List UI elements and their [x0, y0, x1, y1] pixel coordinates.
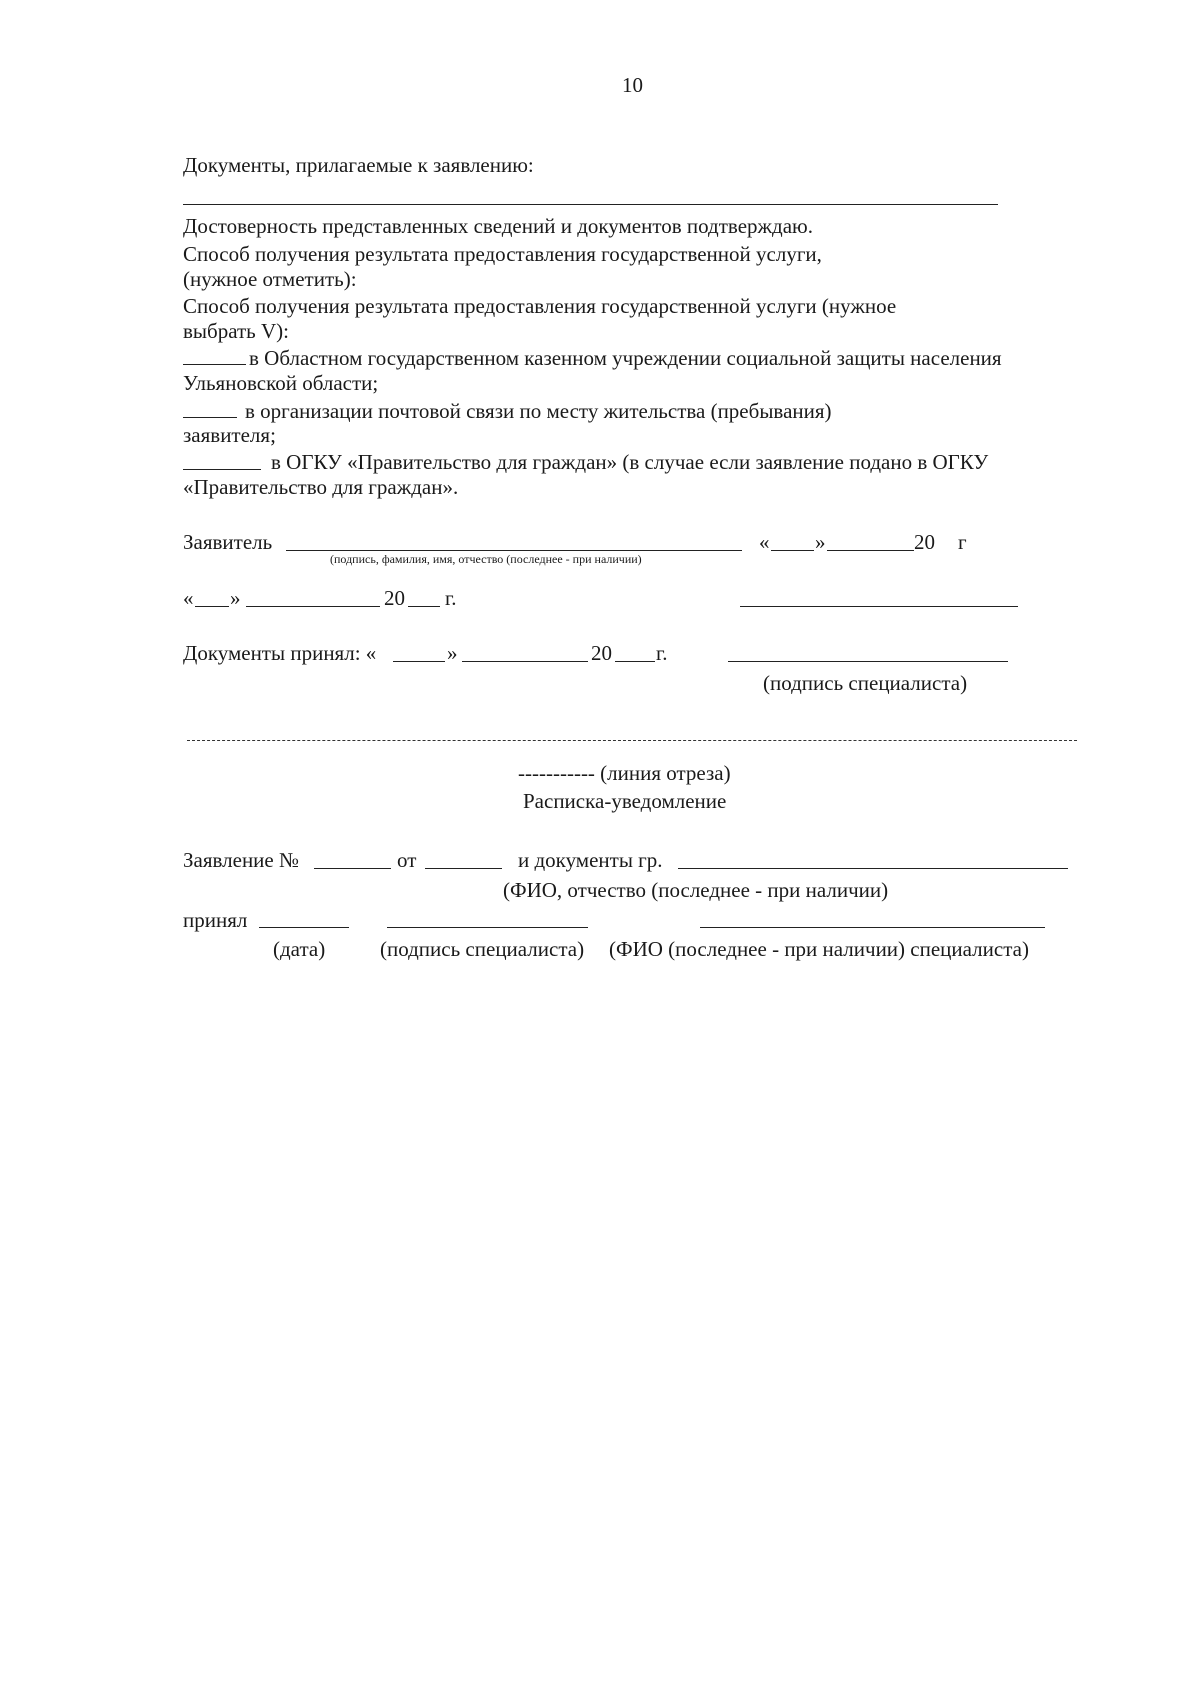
- date-caption: (дата): [273, 937, 326, 961]
- date2-close-quote: »: [230, 586, 241, 610]
- applicant-day-field[interactable]: [771, 550, 814, 551]
- method-line-1: Способ получения результата предоставления государственной услуги,: [183, 242, 822, 266]
- statement-no-field[interactable]: [314, 868, 391, 869]
- from-date-field[interactable]: [425, 868, 502, 869]
- statement-no-label: Заявление №: [183, 848, 300, 872]
- docs-citizen-label: и документы гр.: [518, 848, 663, 872]
- option1-line-1: в Областном государственном казенном учреждении социальной защиты населения: [249, 346, 1002, 370]
- from-label: от: [397, 848, 417, 872]
- signature-caption: (подпись специалиста): [380, 937, 585, 961]
- accepted-specialist-fio-field[interactable]: [700, 927, 1045, 928]
- specialist-fio-caption: (ФИО (последнее - при наличии) специалиста): [609, 937, 1029, 961]
- accepted-year-suffix: г.: [656, 641, 668, 665]
- date2-year-suffix: г.: [445, 586, 457, 610]
- applicant-caption: (подпись, фамилия, имя, отчество (последнее - при наличии): [330, 552, 642, 566]
- confirm-text: Достоверность представленных сведений и документов подтверждаю.: [183, 214, 813, 238]
- option2-line-2: заявителя;: [183, 423, 276, 447]
- date2-signature-field[interactable]: [740, 606, 1018, 607]
- option2-checkbox-line[interactable]: [183, 417, 237, 418]
- option1-checkbox-line[interactable]: [183, 364, 246, 365]
- accepted-close-quote: »: [447, 641, 458, 665]
- cut-line: [187, 740, 1077, 741]
- date2-month-field[interactable]: [246, 606, 380, 607]
- docs-accepted-label: Документы принял: «: [183, 641, 377, 665]
- citizen-fio-field[interactable]: [678, 868, 1068, 869]
- option3-checkbox-line[interactable]: [183, 469, 261, 470]
- applicant-label: Заявитель: [183, 530, 273, 554]
- accepted-day-field[interactable]: [393, 661, 445, 662]
- option3-line-2: «Правительство для граждан».: [183, 475, 459, 499]
- accepted-label: принял: [183, 908, 248, 932]
- attached-docs-label: Документы, прилагаемые к заявлению:: [183, 153, 534, 177]
- applicant-date-close-quote: »: [815, 530, 826, 554]
- option1-line-2: Ульяновской области;: [183, 371, 379, 395]
- specialist-signature-caption: (подпись специалиста): [763, 671, 968, 695]
- accepted-date-field[interactable]: [259, 927, 349, 928]
- applicant-year-suffix: г: [958, 530, 967, 554]
- accepted-year-prefix: 20: [591, 641, 612, 665]
- receipt-title: Расписка-уведомление: [523, 789, 727, 813]
- date2-year-field[interactable]: [408, 606, 440, 607]
- applicant-date-open-quote: «: [759, 530, 770, 554]
- option3-line-1: в ОГКУ «Правительство для граждан» (в случае если заявление подано в ОГКУ: [271, 450, 989, 474]
- method2-line-2: выбрать V):: [183, 319, 289, 343]
- page-number: 10: [622, 73, 643, 97]
- date2-year-prefix: 20: [384, 586, 405, 610]
- date2-day-field[interactable]: [195, 606, 229, 607]
- applicant-year-prefix: 20: [914, 530, 935, 554]
- date2-open-quote: «: [183, 586, 194, 610]
- specialist-signature-field[interactable]: [728, 661, 1008, 662]
- method-line-2: (нужное отметить):: [183, 267, 357, 291]
- applicant-signature-field[interactable]: [286, 550, 742, 551]
- attached-docs-field[interactable]: [183, 204, 998, 205]
- accepted-month-field[interactable]: [462, 661, 588, 662]
- accepted-year-field[interactable]: [615, 661, 655, 662]
- accepted-signature-field[interactable]: [387, 927, 588, 928]
- applicant-month-field[interactable]: [827, 550, 914, 551]
- fio-caption: (ФИО, отчество (последнее - при наличии): [503, 878, 889, 902]
- cut-line-label: ----------- (линия отреза): [518, 761, 731, 785]
- method2-line-1: Способ получения результата предоставления государственной услуги (нужное: [183, 294, 897, 318]
- option2-line-1: в организации почтовой связи по месту жительства (пребывания): [245, 399, 832, 423]
